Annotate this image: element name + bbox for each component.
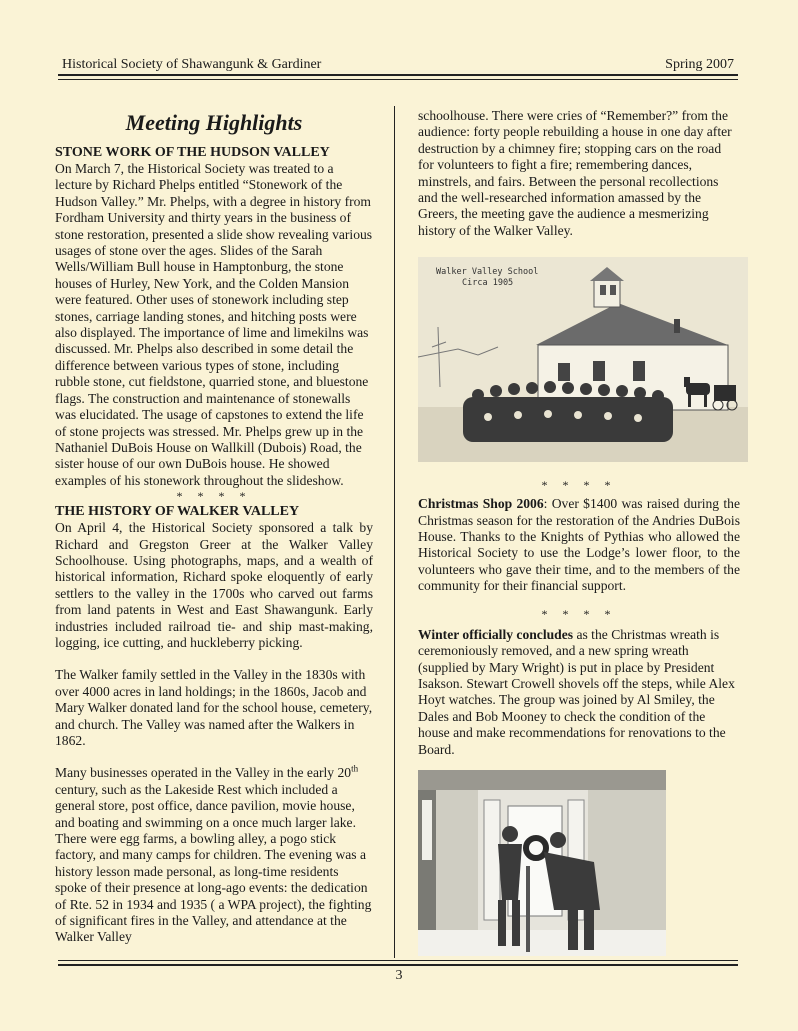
footer-rule (58, 964, 738, 966)
stone-work-text: On March 7, the Historical Society was treated to a lecture by Richard Phelps entitled “Stonework of the Hudson Valley.” Mr. Phelps, with a degree in history from Fordham University and thirty years in the business of stone restoration, presented a slide show revealing various usages of stone over the ages. Slides of the Sarah Wells/William Bull house in Hamptonburg, the stone houses of Hurley, New York, and the Colden Mansion were featured. Other uses of stonework including step stones, carriage landing stones, and hitching posts were also displayed. The importance of lime and limekilns was discussed. Mr. Phelps also described in some detail the difference between various types of stone, including rubble stone, cut fieldstone, quarried stone, and bluestone flags. The construction and maintenance of stonewalls was elucidated. The usage of capstones to extend the life of stone projects was stressed. Mr. Phelps grew up in the Nathaniel DuBois House on Wallkill (Dubois) Road, the sister house of our own DuBois house. He showed examples of his stonework throughout the slideshow. (55, 161, 373, 488)
walker-valley-text-1: On April 4, the Historical Society sponsored a talk by Richard and Gregston Greer at the Walker Valley Schoolhouse. Using photographs, maps, and a wealth of historical information, Richard spoke eloquently of early settlers to the valley in the 1700s who carved out farms from land patents in West and East Shawangunk. Early industries included railroad tie- and ship mast-making, logging, ice cutting, and huckleberry picking. (55, 520, 373, 650)
stone-work-heading: STONE WORK OF THE HUDSON VALLEY (55, 145, 330, 160)
wreath-photo (418, 770, 666, 956)
section-separator-2: * * * * (541, 478, 617, 493)
walker-valley-text-2: The Walker family settled in the Valley in the 1830s with over 4000 acres in land holdings; in the 1860s, Jacob and Mary Walker donated land for the school house, cemetery, and church. The Valley was named after the Walkers in 1862. (55, 667, 373, 748)
footer-rule-thin (58, 960, 738, 961)
winter-concludes-text: Winter officially concludes as the Christmas wreath is ceremoniously removed, and a new spring wreath (supplied by Mary Wright) is put in place by President Isakson. Stewart Crowell shovels off the steps, while Alex Hoyt watches. The group was joined by Al Smiley, the Dales and Bob Mooney to check the condition of the house and make recommendations for renovations to the Board. (418, 626, 735, 757)
walker-valley-text-3: Many businesses operated in the Valley in the early 20th century, such as the Lakeside Rest which included a general store, post office, dance pavilion, movie house, and boating and swimming on a once much larger lake. There were egg farms, a bowling alley, a pogo stick factory, and many camps for children. The evening was a history lesson made personal, as long-time residents spoke of their presence at long-ago events: the dedication of Rte. 52 in 1934 and 1935 ( a WPA project), the fighting of significant fires in the Valley, and attendance at the Walker Valley (55, 763, 372, 945)
walker-valley-heading: THE HISTORY OF WALKER VALLEY (55, 504, 300, 520)
header-rule-thin (58, 79, 738, 80)
issue-date: Spring 2007 (665, 57, 734, 72)
christmas-shop-text: Christmas Shop 2006: Over $1400 was raised during the Christmas season for the restoration of the Andries DuBois House. Thanks to the Knights of Pythias who allowed the Historical Society to use the Lodge’s lower floor, to the volunteers who gave their time, and to the members of the community for their financial support. (418, 496, 740, 594)
right-column (418, 108, 740, 956)
left-column (55, 108, 373, 946)
section-separator-3: * * * * (541, 606, 617, 621)
column-divider (394, 106, 395, 958)
walker-valley-school-photo (418, 257, 748, 462)
page-title: Meeting Highlights (125, 110, 303, 135)
photo-caption: Walker Valley School Circa 1905 (436, 267, 539, 289)
header-rule (58, 74, 738, 76)
page-number: 3 (395, 968, 403, 983)
section-separator: * * * * (176, 489, 252, 504)
walker-valley-text-continued: schoolhouse. There were cries of “Remember?” from the audience: forty people rebuilding a house in one day after destruction by a chimney fire; stopping cars on the road for volunteers to fight a fire; remembering dances, minstrels, and fairs. Between the personal recollections and the well-researched information amassed by the Greers, the meeting gave the audience a mesmerizing history of the Walker Valley. (418, 108, 732, 238)
newsletter-name: Historical Society of Shawangunk & Gardiner (62, 57, 322, 72)
